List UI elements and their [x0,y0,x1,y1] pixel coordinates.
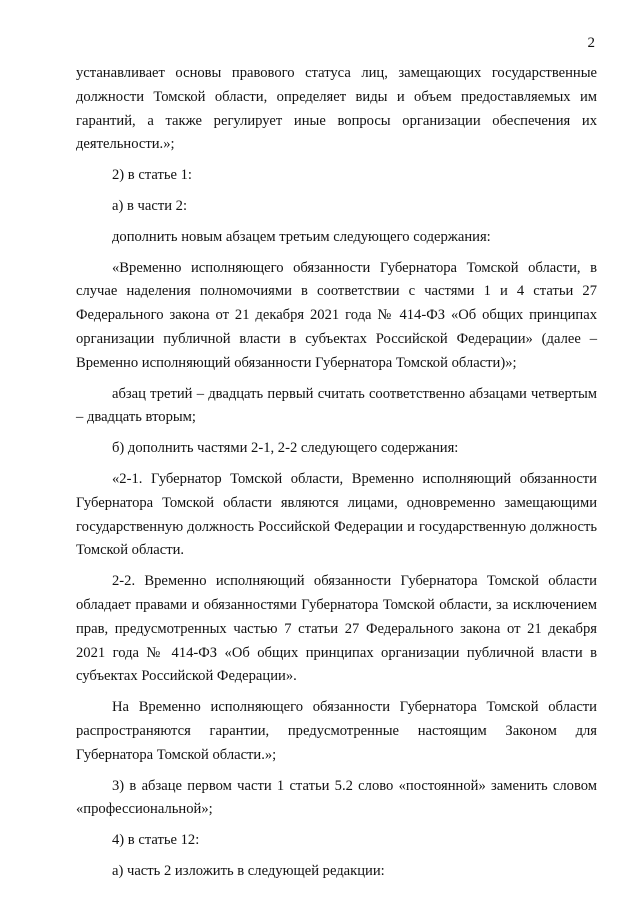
paragraph-7: б) дополнить частями 2-1, 2-2 следующего содержания: [112,440,459,457]
paragraph-5: «Временно исполняющего обязанности Губернатора Томской области, в случае наделения полномочиями в соответствии с частями 1 и 4 статьи 27 Федерального закона от 21 декабря 2021 года № 414-ФЗ «Об общих принципах организации публичной власти в субъектах Российской Федерации» (далее – Временно исполняющий обязанности Губернатора Томской области)»; [76,259,597,371]
paragraph-10: На Временно исполняющего обязанности Губернатора Томской области распространяются гарантии, предусмотренные настоящим Законом для Губернатора Томской области.»; [76,699,597,763]
paragraph-9: 2-2. Временно исполняющий обязанности Губернатора Томской области обладает правами и обязанностями Губернатора Томской области, за исключением прав, предусмотренных частью 7 статьи 27 Федерального закона от 21 декабря 2021 года № 414-ФЗ «Об общих принципах организации публичной власти в субъектах Российской Федерации». [76,573,597,685]
paragraph-2: 2) в статье 1: [112,167,192,184]
paragraph-13: а) часть 2 изложить в следующей редакции: [112,862,385,879]
paragraph-12: 4) в статье 12: [112,832,200,849]
paragraph-4: дополнить новым абзацем третьим следующего содержания: [112,228,491,245]
document-body [76,62,597,891]
paragraph-1: устанавливает основы правового статуса лиц, замещающих государственные должности Томской области, определяет виды и объем предоставляемых им гарантий, а также регулирует иные вопросы организации обеспечения их деятельности.»; [76,65,597,153]
paragraph-11: 3) в абзаце первом части 1 статьи 5.2 слово «постоянной» заменить словом «профессиональной»; [76,777,597,818]
paragraph-6: абзац третий – двадцать первый считать соответственно абзацами четвертым – двадцать вторым; [76,385,597,426]
paragraph-3: а) в части 2: [112,197,188,214]
paragraph-8: «2-1. Губернатор Томской области, Временно исполняющий обязанности Губернатора Томской области являются лицами, одновременно замещающими государственную должность Российской Федерации и государственную должность Томской области. [76,470,597,559]
page-number: 2 [587,35,595,51]
